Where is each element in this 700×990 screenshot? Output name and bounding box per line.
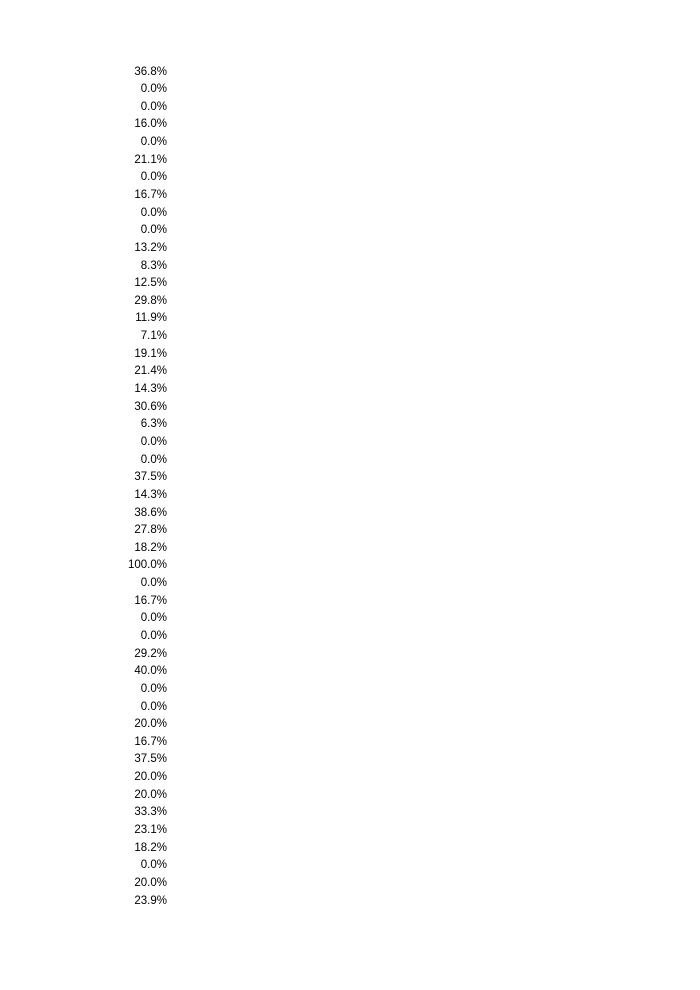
percentage-cell: 20.0% <box>134 788 167 801</box>
percentage-cell: 14.3% <box>134 488 167 501</box>
percentage-cell: 19.1% <box>134 347 167 360</box>
percentage-cell: 0.0% <box>140 224 167 237</box>
percentage-cell: 21.1% <box>134 153 167 166</box>
percentage-cell: 8.3% <box>140 259 167 272</box>
percentage-cell: 29.8% <box>134 294 167 307</box>
percentage-cell: 12.5% <box>134 277 167 290</box>
percentage-cell: 23.1% <box>134 824 167 837</box>
percentage-cell: 0.0% <box>140 682 167 695</box>
percentage-cell: 11.9% <box>135 312 167 325</box>
percentage-cell: 29.2% <box>134 647 167 660</box>
percentage-cell: 0.0% <box>140 206 167 219</box>
percentage-cell: 36.8% <box>134 65 167 78</box>
percentage-cell: 18.2% <box>134 841 167 854</box>
percentage-cell: 18.2% <box>134 541 167 554</box>
percentage-cell: 6.3% <box>140 418 167 431</box>
percentage-cell: 0.0% <box>140 859 167 872</box>
percentage-cell: 37.5% <box>134 471 167 484</box>
percentage-cell: 20.0% <box>134 718 167 731</box>
percentage-cell: 0.0% <box>140 630 167 642</box>
percentage-cell: 0.0% <box>140 136 167 149</box>
percentage-cell: 0.0% <box>140 700 167 713</box>
percentage-cell: 16.0% <box>134 118 167 131</box>
percentage-cell: 0.0% <box>140 577 167 590</box>
percentage-cell: 0.0% <box>140 612 167 625</box>
percentage-cell: 100.0% <box>127 559 167 572</box>
percentage-cell: 0.0% <box>140 435 167 448</box>
percentage-cell: 37.5% <box>134 753 167 766</box>
percentage-column <box>110 64 167 911</box>
percentage-cell: 14.3% <box>134 383 167 396</box>
percentage-cell: 38.6% <box>134 506 167 519</box>
percentage-cell: 23.9% <box>134 894 167 907</box>
percentage-cell: 40.0% <box>134 665 167 678</box>
percentage-cell: 16.7% <box>134 735 167 748</box>
percentage-cell: 27.8% <box>134 524 167 537</box>
percentage-cell: 0.0% <box>140 453 167 466</box>
percentage-cell: 16.7% <box>134 188 167 201</box>
percentage-cell: 16.7% <box>134 594 167 607</box>
percentage-cell: 13.2% <box>134 241 167 254</box>
percentage-cell: 7.1% <box>140 330 167 343</box>
percentage-cell: 20.0% <box>134 876 167 889</box>
percentage-cell: 0.0% <box>140 171 167 184</box>
percentage-cell: 0.0% <box>140 83 167 96</box>
percentage-cell: 0.0% <box>140 100 167 113</box>
percentage-cell: 30.6% <box>134 400 167 413</box>
percentage-cell: 33.3% <box>134 806 167 819</box>
percentage-cell: 20.0% <box>134 771 167 784</box>
percentage-cell: 21.4% <box>134 365 167 378</box>
